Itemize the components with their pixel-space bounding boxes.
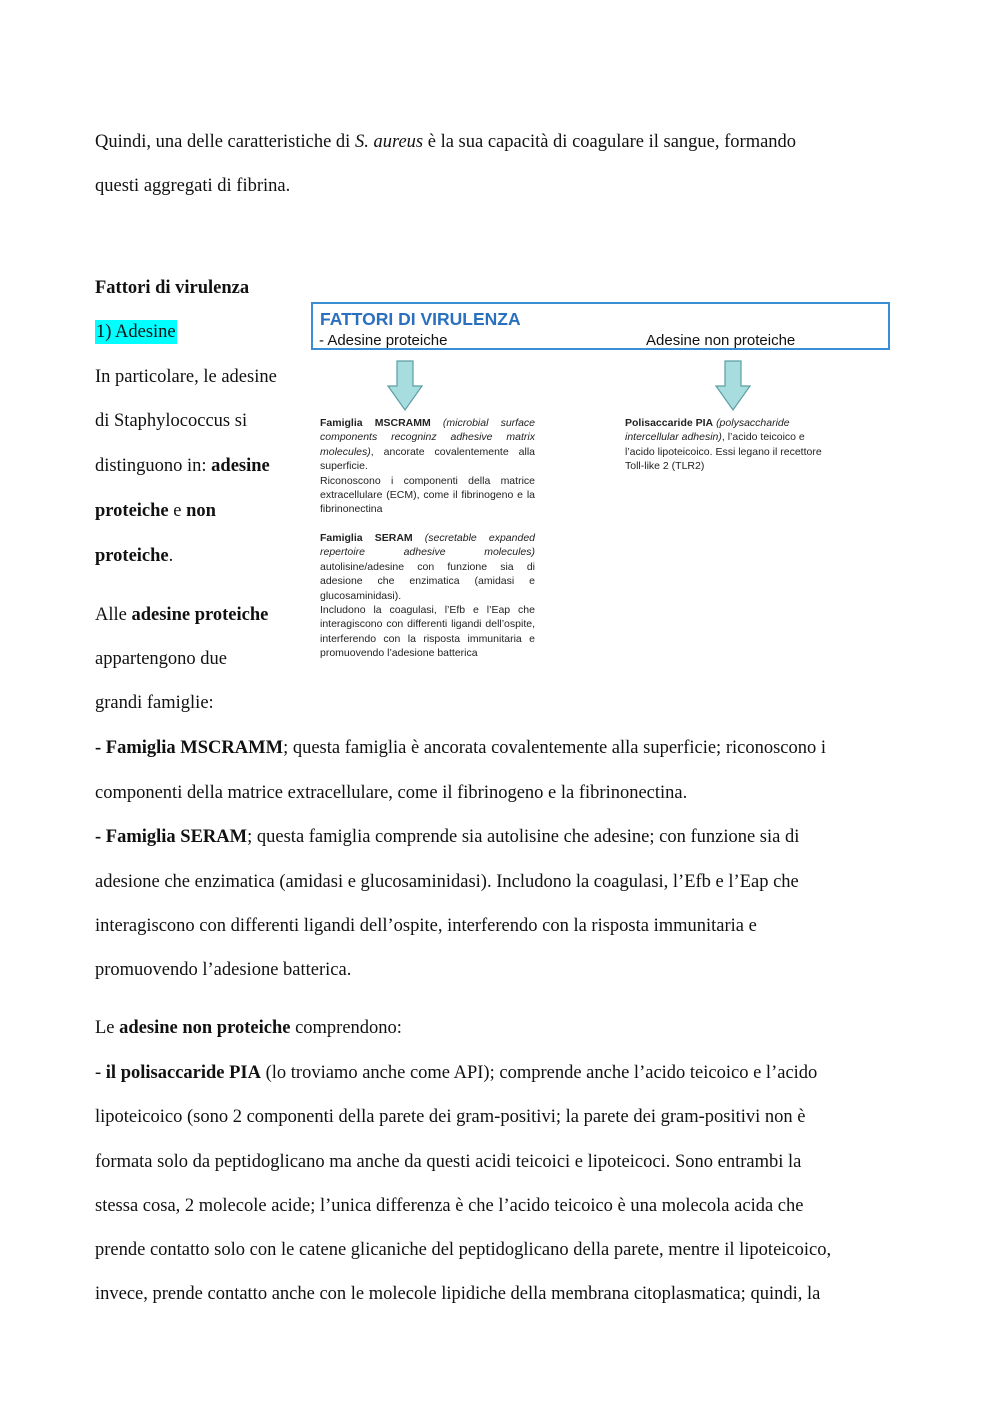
intro-text: Quindi, una delle caratteristiche di xyxy=(95,132,355,152)
pia-line-3: formata solo da peptidoglicano ma anche da questi acidi teicoici e lipoteicoci. Sono entrambi la xyxy=(95,1152,802,1172)
down-arrow-icon xyxy=(715,360,751,412)
pia-box-text: Polisaccaride PIA (polysaccharide intercellular adhesin), l’acido teicoico e l’acido lipoteicoico. Essi legano il recettore Toll-like 2 (TLR2) xyxy=(625,417,822,473)
intro-line-2: questi aggregati di fibrina. xyxy=(95,176,291,196)
down-arrow-icon xyxy=(387,360,423,412)
pia-line-2: lipoteicoico (sono 2 componenti della parete dei gram-positivi; la parete dei gram-positivi non è xyxy=(95,1107,806,1127)
mscramm-line-2: componenti della matrice extracellulare, come il fibrinogeno e la fibrinonectina. xyxy=(95,783,688,803)
left-col-line: appartengono due xyxy=(95,649,228,669)
intro-text: è la sua capacità di coagulare il sangue, formando xyxy=(423,132,797,152)
seram-box-text: Famiglia SERAM (secretable expanded repertoire adhesive molecules) autolisine/adesine con funzione sia di adesione che enzimatica (amidasi e glucosaminidasi). Includono la coagulasi, l’Efb e l’Eap che interagiscono con differenti ligandi dell’ospite, interferendo con la risposta immunitaria e promuovendo l’adesione batterica xyxy=(320,532,535,660)
seram-line-4: promuovendo l’adesione batterica. xyxy=(95,960,352,980)
left-col-line: proteiche e non xyxy=(95,501,216,521)
intro-line-1 xyxy=(95,130,796,154)
left-col-line: grandi famiglie: xyxy=(95,693,214,713)
figure-header-box xyxy=(311,302,890,350)
left-col-line: proteiche. xyxy=(95,546,174,566)
seram-line-1: - Famiglia SERAM; questa famiglia comprende sia autolisine che adesine; con funzione sia di xyxy=(95,827,800,847)
mscramm-box-text: Famiglia MSCRAMM (microbial surface components recogninz adhesive matrix molecules), ancorate covalentemente alla superficie. Riconoscono i componenti della matrice extracellulare (ECM), come il fibrinogeno e la fibrinonectina xyxy=(320,417,535,516)
left-col-line: Alle adesine proteiche xyxy=(95,605,269,625)
left-col-line: di Staphylococcus si xyxy=(95,411,248,431)
pia-line-4: stessa cosa, 2 molecole acide; l’unica differenza è che l’acido teicoico è una molecola acida che xyxy=(95,1196,804,1216)
figure-right-subtitle: Adesine non proteiche xyxy=(646,332,796,349)
mscramm-line-1: - Famiglia MSCRAMM; questa famiglia è ancorata covalentemente alla superficie; riconoscono i xyxy=(95,738,827,758)
seram-line-3: interagiscono con differenti ligandi dell’ospite, interferendo con la risposta immunitaria e xyxy=(95,916,757,936)
highlighted-subheading: 1) Adesine xyxy=(96,322,176,342)
left-col-line: distinguono in: adesine xyxy=(95,456,270,476)
subheading xyxy=(95,320,177,344)
non-protein-intro: Le adesine non proteiche comprendono: xyxy=(95,1018,402,1038)
section-heading: Fattori di virulenza xyxy=(95,278,250,298)
species-name: S. aureus xyxy=(354,132,424,152)
figure-left-subtitle: - Adesine proteiche xyxy=(319,332,448,349)
left-col-line: In particolare, le adesine xyxy=(95,367,277,387)
seram-line-2: adesione che enzimatica (amidasi e glucosaminidasi). Includono la coagulasi, l’Efb e l’Eap che xyxy=(95,872,799,892)
figure-title: FATTORI DI VIRULENZA xyxy=(320,309,521,329)
pia-line-1: - il polisaccaride PIA (lo troviamo anche come API); comprende anche l’acido teicoico e l’acido xyxy=(95,1063,818,1083)
pia-line-6: invece, prende contatto anche con le molecole lipidiche della membrana citoplasmatica; quindi, la xyxy=(95,1284,821,1304)
pia-line-5: prende contatto solo con le catene glicaniche del peptidoglicano della parete, mentre il lipoteicoico, xyxy=(95,1240,832,1260)
